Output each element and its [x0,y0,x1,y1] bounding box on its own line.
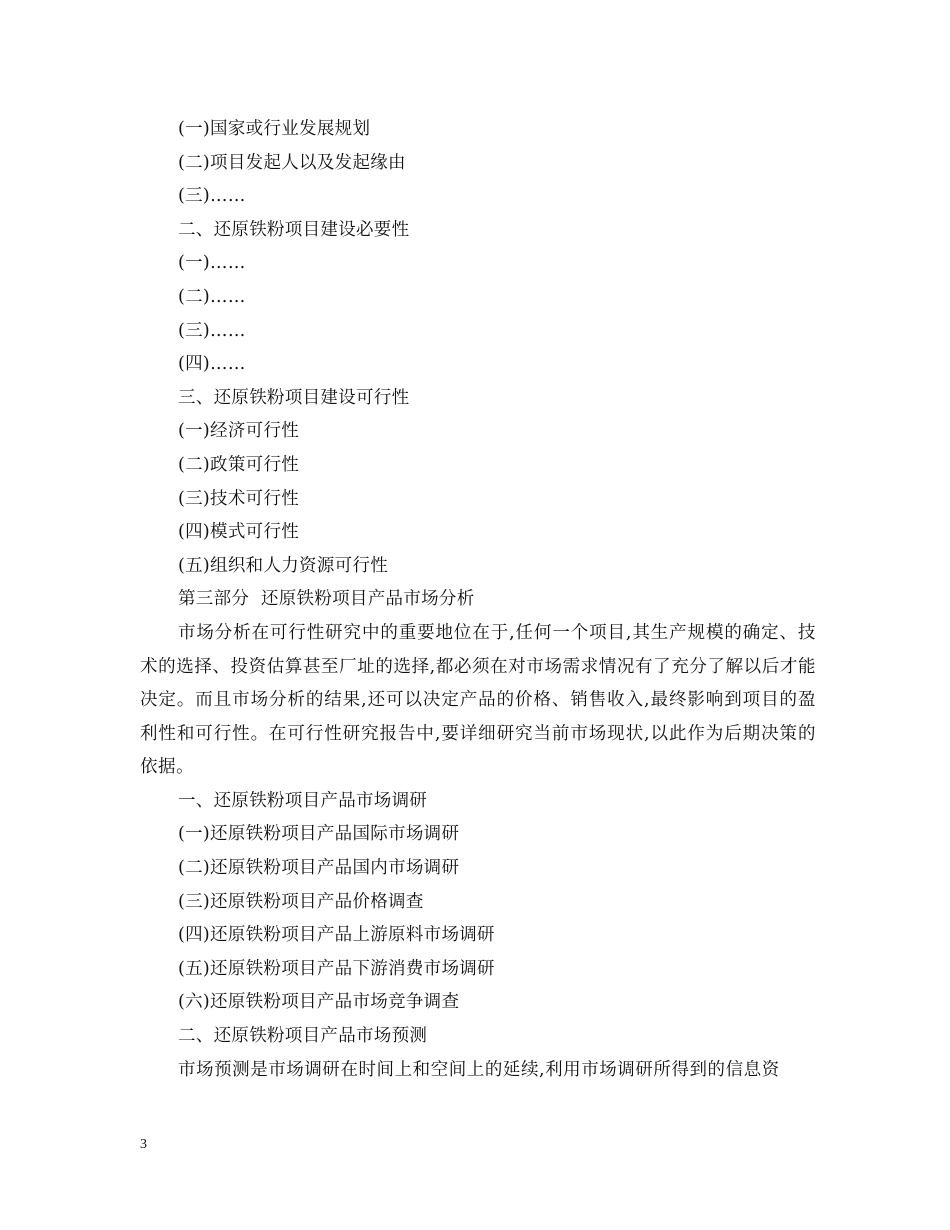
toc-line: (三)技术可行性 [178,488,300,509]
section-heading: 三、还原铁粉项目建设可行性 [178,387,410,408]
toc-line: (二)政策可行性 [178,454,300,475]
toc-line: (一)…… [178,253,246,274]
section-heading: 二、还原铁粉项目产品市场预测 [178,1026,428,1047]
toc-line: (五)组织和人力资源可行性 [178,555,389,576]
toc-line: (二)项目发起人以及发起缘由 [178,152,406,173]
toc-line: (二)还原铁粉项目产品国内市场调研 [178,858,460,879]
section-heading: 一、还原铁粉项目产品市场调研 [178,790,428,811]
document-body [140,113,816,1087]
part-heading: 第三部分 还原铁粉项目产品市场分析 [178,589,475,610]
toc-line: (一)国家或行业发展规划 [178,119,371,139]
body-paragraph: 市场分析在可行性研究中的重要地位在于,任何一个项目,其生产规模的确定、技术的选择、投资估算甚至厂址的选择,都必须在对市场需求情况有了充分了解以后才能决定。而且市场分析的结果,还可以决定产品的价格、销售收入,最终影响到项目的盈利性和可行性。在可行性研究报告中,要详细研究当前市场现状,以此作为后期决策的依据。 [140,622,816,778]
toc-line: (三)还原铁粉项目产品价格调查 [178,891,424,912]
toc-line: (三)…… [178,320,246,341]
body-paragraph: 市场预测是市场调研在时间上和空间上的延续,利用市场调研所得到的信息资 [178,1059,780,1080]
toc-line: (四)模式可行性 [178,522,300,543]
toc-line: (二)…… [178,286,246,307]
toc-line: (一)还原铁粉项目产品国际市场调研 [178,824,460,845]
toc-line: (五)还原铁粉项目产品下游消费市场调研 [178,958,495,979]
toc-line: (四)还原铁粉项目产品上游原料市场调研 [178,925,495,946]
toc-line: (六)还原铁粉项目产品市场竞争调查 [178,992,460,1013]
toc-line: (三)…… [178,186,246,207]
page-number: 3 [140,1137,147,1152]
toc-line: (四)…… [178,354,246,375]
toc-line: (一)经济可行性 [178,421,300,442]
section-heading: 二、还原铁粉项目建设必要性 [178,219,410,240]
